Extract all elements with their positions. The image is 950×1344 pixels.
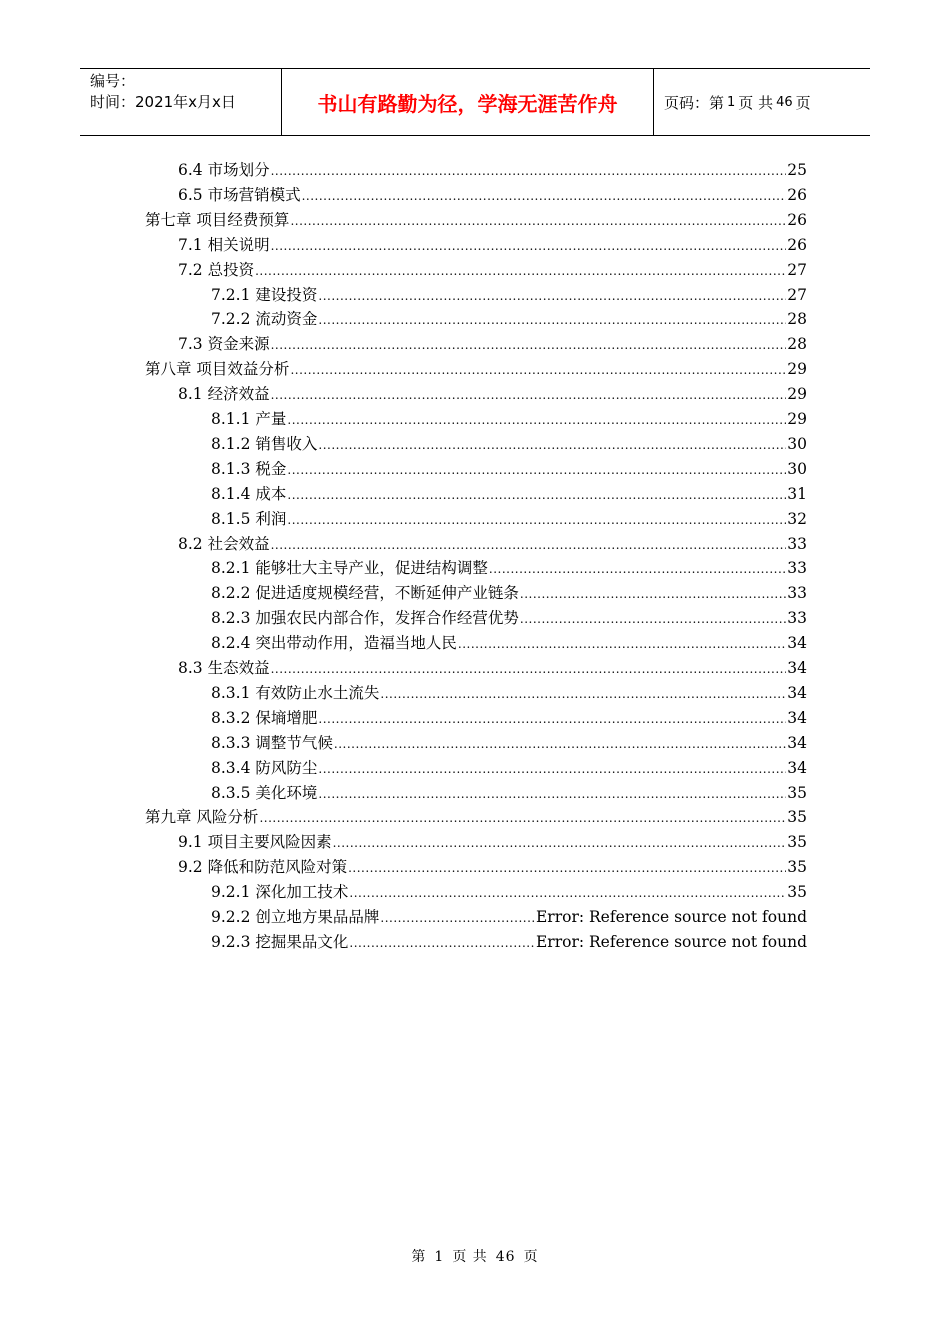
toc-leader-dots [271,383,787,408]
toc-leader-dots [287,508,786,533]
toc-entry[interactable] [145,208,807,233]
toc-entry-page: 27 [787,260,807,279]
document-date: 时间：2021年x月x日 [90,93,236,111]
toc-leader-dots [271,234,787,259]
header-meta [80,69,282,135]
toc-entry-title: 8.3.2 保墒增肥 [211,708,318,727]
toc-entry-title: 8.2 社会效益 [178,534,270,553]
toc-entry[interactable] [178,258,807,283]
toc-leader-dots [458,632,786,657]
toc-entry-title: 8.2.1 能够壮大主导产业，促进结构调整 [211,559,488,578]
toc-entry-page: 31 [787,484,807,503]
toc-entry-page: 34 [787,708,807,727]
toc-entry-page: 29 [787,385,807,404]
toc-entry-title: 7.2.2 流动资金 [211,310,318,329]
toc-entry[interactable] [178,855,807,880]
toc-entry[interactable] [211,631,807,656]
toc-leader-dots [380,682,786,707]
toc-leader-dots [271,657,787,682]
toc-entry-page: 34 [787,683,807,702]
toc-entry[interactable] [178,656,807,681]
toc-leader-dots [259,806,786,831]
toc-entry[interactable] [211,507,807,532]
toc-entry-page: 35 [787,833,807,852]
toc-entry-title: 9.2 降低和防范风险对策 [178,858,348,877]
toc-leader-dots [318,308,786,333]
toc-entry[interactable] [178,830,807,855]
toc-leader-dots [318,782,786,807]
toc-leader-dots [349,931,535,956]
toc-leader-dots [348,856,786,881]
toc-entry-page: 34 [787,634,807,653]
toc-entry-title: 8.1.3 税金 [211,459,287,478]
toc-entry[interactable] [211,556,807,581]
page-header [80,68,870,136]
toc-entry[interactable] [211,756,807,781]
toc-leader-dots [271,333,787,358]
toc-entry-page: 34 [787,758,807,777]
toc-entry-page: 34 [787,733,807,752]
toc-entry[interactable] [211,407,807,432]
toc-entry[interactable] [211,731,807,756]
toc-entry-page: 28 [787,310,807,329]
toc-entry-page: 26 [787,235,807,254]
toc-entry-page: 30 [787,434,807,453]
toc-entry-page: 28 [787,335,807,354]
header-page-suffix: 页 [795,93,811,112]
toc-entry-title: 6.5 市场营销模式 [178,185,301,204]
toc-entry[interactable] [211,905,807,930]
toc-entry-title: 8.2.4 突出带动作用，造福当地人民 [211,634,457,653]
toc-leader-dots [318,707,786,732]
toc-entry-title: 8.3.4 防风防尘 [211,758,318,777]
toc-entry-page: Error: Reference source not found [535,908,807,926]
toc-entry-page: 33 [787,534,807,553]
toc-entry[interactable] [211,307,807,332]
toc-leader-dots [318,433,786,458]
toc-leader-dots [318,284,786,309]
footer-mid: 页 共 [452,1249,488,1265]
toc-entry-page: 26 [787,185,807,204]
toc-entry-title: 7.2 总投资 [178,260,255,279]
toc-entry-title: 第八章 项目效益分析 [145,360,290,379]
toc-leader-dots [287,408,786,433]
toc-leader-dots [334,732,786,757]
header-page-current: 1 [727,94,736,110]
toc-entry-title: 8.1.4 成本 [211,484,287,503]
toc-entry-page: 33 [787,609,807,628]
toc-entry-title: 第九章 风险分析 [145,808,259,827]
toc-entry[interactable] [211,432,807,457]
toc-entry-title: 8.3.3 调整节气候 [211,733,333,752]
toc-entry[interactable] [211,880,807,905]
toc-entry-title: 8.1.1 产量 [211,410,287,428]
footer-current-page: 1 [434,1249,445,1265]
toc-entry-page: 27 [787,285,807,304]
toc-entry[interactable] [178,532,807,557]
header-page-mid: 页 共 [738,93,774,112]
toc-entry-page: Error: Reference source not found [535,932,807,951]
toc-entry[interactable] [211,482,807,507]
toc-entry-title: 7.1 相关说明 [178,235,270,254]
footer-suffix: 页 [523,1249,539,1265]
toc-leader-dots [489,557,786,582]
toc-entry[interactable] [178,382,807,407]
toc-entry[interactable] [178,158,807,183]
toc-entry[interactable] [211,930,807,955]
toc-leader-dots [520,582,786,607]
toc-entry-page: 33 [787,584,807,603]
toc-entry-title: 8.1.5 利润 [211,509,287,528]
document-number-label: 编号： [90,72,136,90]
page-footer [0,1246,950,1266]
header-page-info [654,69,870,135]
toc-leader-dots [318,757,786,782]
toc-entry[interactable] [211,581,807,606]
toc-entry[interactable] [211,781,807,806]
toc-entry-page: 35 [787,883,807,902]
toc-leader-dots [333,831,787,856]
toc-entry-title: 6.4 市场划分 [178,161,270,179]
toc-entry-title: 第七章 项目经费预算 [145,210,290,229]
toc-entry-title: 7.2.1 建设投资 [211,285,318,304]
toc-entry[interactable] [145,357,807,382]
header-motto: 书山有路勤为径，学海无涯苦作舟 [282,69,654,135]
toc-leader-dots [380,906,535,931]
toc-leader-dots [290,358,786,383]
toc-entry-page: 25 [787,161,807,179]
toc-entry[interactable] [211,283,807,308]
toc-entry-title: 9.2.2 创立地方果品品牌 [211,908,380,926]
toc-entry-title: 8.3.5 美化环境 [211,783,318,802]
toc-entry-title: 8.3.1 有效防止水土流失 [211,683,380,702]
toc-entry[interactable] [178,183,807,208]
toc-entry-title: 9.2.1 深化加工技术 [211,883,349,902]
toc-entry[interactable] [211,457,807,482]
toc-entry-page: 35 [787,808,807,827]
toc-entry[interactable] [211,681,807,706]
toc-entry[interactable] [178,332,807,357]
toc-entry-page: 35 [787,858,807,877]
toc-entry-title: 9.1 项目主要风险因素 [178,833,332,852]
toc-entry[interactable] [178,233,807,258]
toc-entry[interactable] [211,606,807,631]
toc-leader-dots [302,184,787,209]
toc-leader-dots [271,533,787,558]
toc-entry-page: 30 [787,459,807,478]
toc-leader-dots [287,483,786,508]
toc-leader-dots [349,881,786,906]
toc-leader-dots [255,259,786,284]
toc-entry-page: 33 [787,559,807,578]
footer-total-pages: 46 [495,1249,516,1265]
toc-entry-title: 8.2.2 促进适度规模经营，不断延伸产业链条 [211,584,519,603]
toc-leader-dots [271,159,787,184]
toc-entry-page: 34 [787,659,807,677]
header-page-total: 46 [776,94,793,110]
toc-leader-dots [287,458,786,483]
toc-entry-title: 7.3 资金来源 [178,335,270,354]
footer-prefix: 第 [411,1249,427,1265]
toc-entry-page: 32 [787,509,807,528]
toc-leader-dots [290,209,786,234]
toc-leader-dots [520,607,786,632]
toc-entry-page: 29 [787,410,807,428]
toc-entry-title: 8.1 经济效益 [178,385,270,404]
toc-entry-title: 9.2.3 挖掘果品文化 [211,932,349,951]
header-page-prefix: 页码：第 [664,93,725,112]
toc-entry-title: 8.1.2 销售收入 [211,434,318,453]
toc-entry[interactable] [145,805,807,830]
toc-entry-page: 29 [787,360,807,379]
toc-entry[interactable] [211,706,807,731]
toc-entry-page: 26 [787,210,807,229]
toc-entry-title: 8.2.3 加强农民内部合作，发挥合作经营优势 [211,609,519,628]
toc-entry-page: 35 [787,783,807,802]
toc-entry-title: 8.3 生态效益 [178,659,270,677]
